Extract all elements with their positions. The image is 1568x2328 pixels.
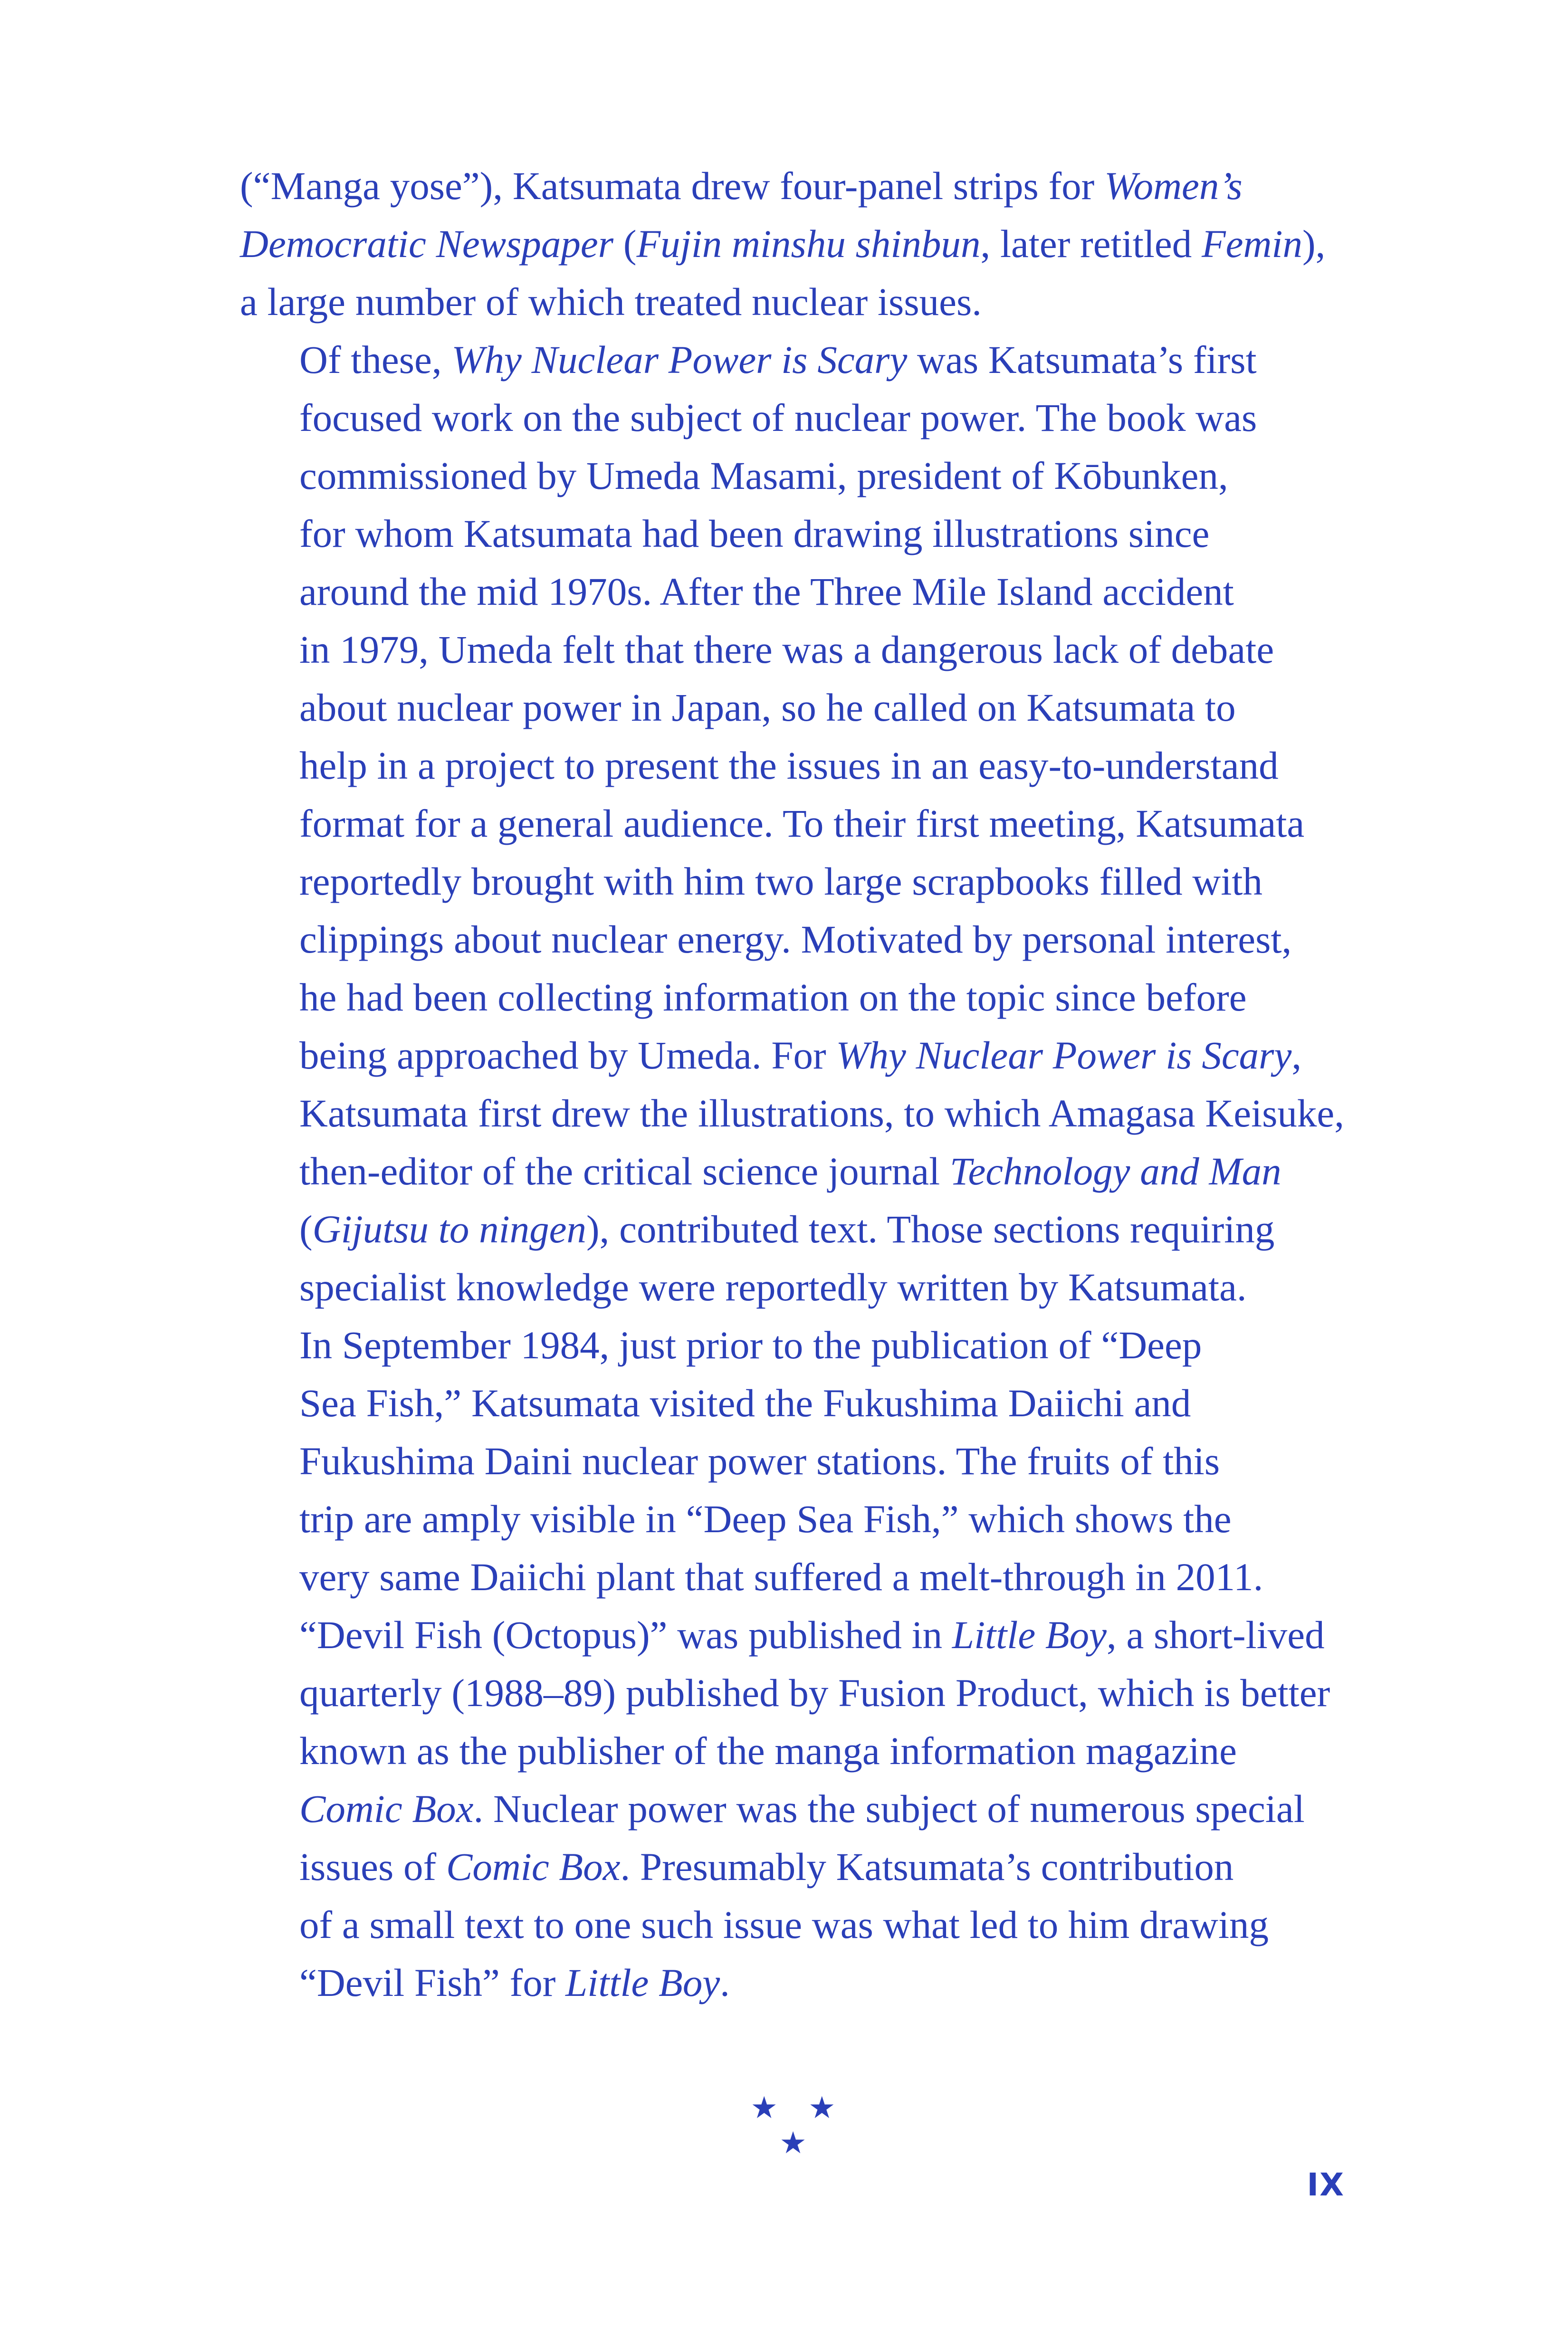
- text-run: being approached by Umeda. For: [299, 1033, 836, 1077]
- italic-title: Why Nuclear Power is Scary: [451, 338, 908, 382]
- text-run: of a small text to one such issue was what led to him drawing: [299, 1903, 1269, 1946]
- text-run: then-editor of the critical science journal: [299, 1149, 950, 1193]
- italic-title: Democratic Newspaper: [240, 222, 614, 266]
- text-run: Katsumata first drew the illustrations, to which Amagasa Keisuke,: [299, 1091, 1345, 1135]
- text-line: [240, 1026, 1366, 1084]
- text-line: [240, 157, 1366, 215]
- text-run: , later retitled: [980, 222, 1202, 266]
- text-run: clippings about nuclear energy. Motivated by personal interest,: [299, 917, 1292, 961]
- text-line: [240, 1258, 1366, 1316]
- text-run: in 1979, Umeda felt that there was a dangerous lack of debate: [299, 628, 1274, 671]
- text-run: known as the publisher of the manga information magazine: [299, 1729, 1237, 1773]
- text-line: [240, 1780, 1366, 1838]
- text-run: was Katsumata’s first: [907, 338, 1257, 382]
- text-run: reportedly brought with him two large scrapbooks filled with: [299, 859, 1262, 903]
- italic-title: Fujin minshu shinbun: [636, 222, 981, 266]
- italic-title: Women’s: [1104, 164, 1243, 208]
- text-run: specialist knowledge were reportedly written by Katsumata.: [299, 1265, 1247, 1309]
- text-line: [240, 794, 1366, 852]
- text-run: “Devil Fish” for: [299, 1961, 566, 2004]
- text-run: Fukushima Daini nuclear power stations. The fruits of this: [299, 1439, 1220, 1483]
- text-run: . Nuclear power was the subject of numerous special: [473, 1787, 1305, 1831]
- text-run: for whom Katsumata had been drawing illustrations since: [299, 512, 1210, 555]
- text-run: , a short-lived: [1106, 1613, 1325, 1657]
- text-run: In September 1984, just prior to the publication of “Deep: [299, 1323, 1202, 1367]
- italic-title: Femin: [1201, 222, 1302, 266]
- text-line: [240, 678, 1366, 736]
- text-line: [240, 1606, 1366, 1664]
- text-line: [240, 273, 1366, 331]
- page-number: IX: [1307, 2166, 1345, 2203]
- text-run: commissioned by Umeda Masami, president of Kōbunken,: [299, 454, 1228, 497]
- text-line: [240, 1374, 1366, 1432]
- text-run: quarterly (1988–89) published by Fusion Product, which is better: [299, 1671, 1330, 1715]
- text-run: Sea Fish,” Katsumata visited the Fukushima Daiichi and: [299, 1381, 1191, 1425]
- text-line: [240, 1954, 1366, 2012]
- text-run: (“Manga yose”), Katsumata drew four-panel strips for: [240, 164, 1105, 208]
- text-line: [240, 1432, 1366, 1490]
- text-line: [240, 1316, 1366, 1374]
- italic-title: Little Boy: [565, 1961, 720, 2004]
- text-line: [240, 447, 1366, 505]
- text-run: he had been collecting information on the topic since before: [299, 975, 1247, 1019]
- text-line: [240, 1896, 1366, 1954]
- paragraph-2: [240, 331, 1366, 1316]
- italic-title: Comic Box: [446, 1845, 621, 1889]
- italic-title: Why Nuclear Power is Scary: [836, 1033, 1292, 1077]
- text-line: [240, 620, 1366, 678]
- text-line: [240, 1722, 1366, 1780]
- text-line: [240, 389, 1366, 447]
- text-run: a large number of which treated nuclear issues.: [240, 280, 982, 324]
- text-line: [240, 1664, 1366, 1722]
- paragraph-1: [240, 157, 1366, 331]
- text-line: [240, 505, 1366, 563]
- text-run: ),: [1302, 222, 1326, 266]
- text-run: about nuclear power in Japan, so he called on Katsumata to: [299, 686, 1236, 729]
- text-line: [240, 1084, 1366, 1142]
- text-line: [240, 968, 1366, 1026]
- text-run: help in a project to present the issues in an easy-to-understand: [299, 744, 1279, 787]
- italic-title: Comic Box: [299, 1787, 474, 1831]
- text-run: very same Daiichi plant that suffered a melt-through in 2011.: [299, 1555, 1263, 1599]
- text-line: [240, 1490, 1366, 1548]
- text-run: (: [613, 222, 637, 266]
- text-line: [240, 1838, 1366, 1896]
- italic-title: Gijutsu to ningen: [312, 1207, 587, 1251]
- text-line: [240, 215, 1366, 273]
- text-line: [240, 736, 1366, 794]
- text-run: . Presumably Katsumata’s contribution: [620, 1845, 1234, 1889]
- italic-title: Little Boy: [952, 1613, 1107, 1657]
- text-line: [240, 331, 1366, 389]
- text-run: focused work on the subject of nuclear power. The book was: [299, 396, 1257, 439]
- text-run: “Devil Fish (Octopus)” was published in: [299, 1613, 952, 1657]
- text-line: [240, 563, 1366, 620]
- body-text: [240, 157, 1366, 2012]
- text-run: Of these,: [299, 338, 452, 382]
- text-run: issues of: [299, 1845, 446, 1889]
- text-run: around the mid 1970s. After the Three Mile Island accident: [299, 570, 1234, 613]
- text-run: format for a general audience. To their first meeting, Katsumata: [299, 801, 1305, 845]
- text-line: [240, 910, 1366, 968]
- text-run: (: [299, 1207, 313, 1251]
- text-run: .: [720, 1961, 730, 2004]
- text-run: ,: [1291, 1033, 1302, 1077]
- text-line: [240, 1548, 1366, 1606]
- section-break-ornament: ★ ★ ★: [750, 2090, 846, 2161]
- text-line: [240, 1142, 1366, 1200]
- text-line: [240, 1200, 1366, 1258]
- italic-title: Technology and Man: [949, 1149, 1281, 1193]
- text-line: [240, 852, 1366, 910]
- text-run: ), contributed text. Those sections requiring: [586, 1207, 1275, 1251]
- text-run: trip are amply visible in “Deep Sea Fish,” which shows the: [299, 1497, 1232, 1541]
- paragraph-3: [240, 1316, 1366, 2012]
